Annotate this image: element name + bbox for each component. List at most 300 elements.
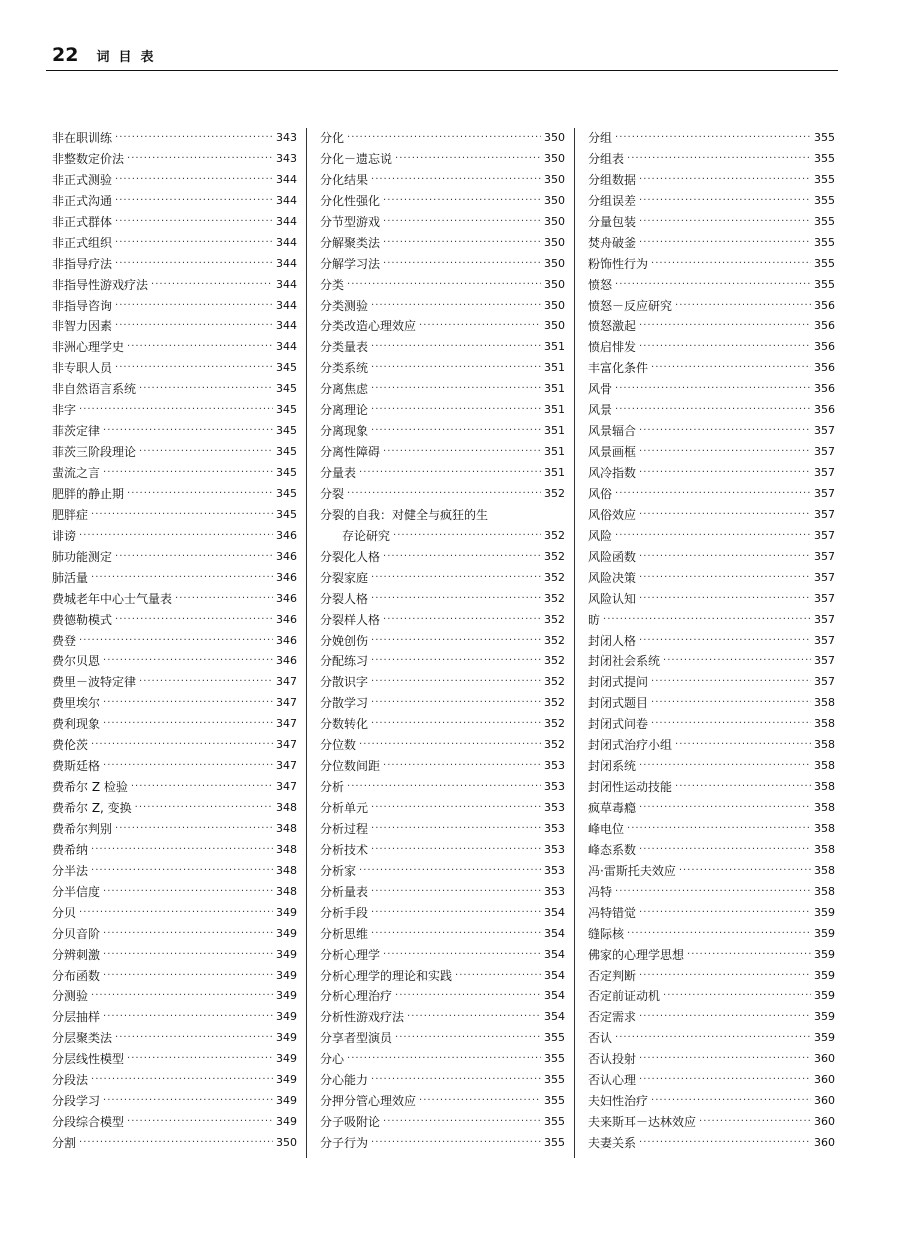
entry-term: 分段法 xyxy=(52,1073,89,1088)
index-entry xyxy=(588,358,835,379)
dot-leader xyxy=(651,1091,811,1112)
dot-leader xyxy=(639,840,811,861)
entry-term: 肺活量 xyxy=(52,570,89,585)
index-entry xyxy=(588,442,835,463)
dot-leader xyxy=(371,400,541,421)
entry-term: 费希纳 xyxy=(52,842,89,857)
dot-leader xyxy=(359,861,541,882)
entry-page-number: 359 xyxy=(814,1010,835,1024)
entry-term: 非在职训练 xyxy=(52,131,113,145)
entry-page-number: 352 xyxy=(544,738,565,752)
entry-term: 分类量表 xyxy=(320,340,369,355)
index-entry xyxy=(52,819,297,840)
entry-page-number: 347 xyxy=(276,675,297,689)
index-entry xyxy=(52,589,297,610)
entry-page-number: 355 xyxy=(814,151,835,165)
entry-term: 分段学习 xyxy=(52,1094,101,1109)
entry-page-number: 355 xyxy=(544,1094,565,1108)
entry-term: 分组误差 xyxy=(588,193,637,208)
entry-term: 分类 xyxy=(320,277,345,292)
entry-page-number: 346 xyxy=(276,570,297,584)
dot-leader xyxy=(639,568,811,589)
entry-page-number: 344 xyxy=(276,256,297,270)
index-entry xyxy=(320,924,565,945)
entry-term: 分离性障碍 xyxy=(320,445,381,460)
entry-term: 封闭式提问 xyxy=(588,675,649,690)
index-column-2 xyxy=(320,128,565,1158)
index-entry xyxy=(52,1049,297,1070)
entry-page-number: 354 xyxy=(544,968,565,982)
index-entry xyxy=(52,882,297,903)
dot-leader xyxy=(663,651,811,672)
index-entry xyxy=(52,924,297,945)
entry-page-number: 345 xyxy=(276,486,297,500)
entry-page-number: 350 xyxy=(544,319,565,333)
entry-term: 非正式沟通 xyxy=(52,193,113,208)
entry-term: 分析家 xyxy=(320,863,357,878)
index-entry xyxy=(588,170,835,191)
entry-page-number: 349 xyxy=(276,905,297,919)
index-entry xyxy=(588,756,835,777)
entry-page-number: 350 xyxy=(544,214,565,228)
page-header xyxy=(52,44,162,66)
index-entry xyxy=(588,337,835,358)
index-entry xyxy=(320,337,565,358)
entry-page-number: 360 xyxy=(814,1052,835,1066)
entry-page-number: 350 xyxy=(544,151,565,165)
dot-leader xyxy=(675,777,811,798)
entry-page-number: 357 xyxy=(814,507,835,521)
entry-page-number: 355 xyxy=(814,235,835,249)
entry-page-number: 358 xyxy=(814,717,835,731)
index-entry xyxy=(320,254,565,275)
index-entry xyxy=(52,337,297,358)
entry-term: 分离理论 xyxy=(320,403,369,418)
entry-term: 愤怒－反应研究 xyxy=(588,298,673,313)
entry-term: 风骨 xyxy=(588,382,613,397)
dot-leader xyxy=(383,254,541,275)
dot-leader xyxy=(639,798,811,819)
entry-page-number: 348 xyxy=(276,842,297,856)
dot-leader xyxy=(115,233,273,254)
index-entry xyxy=(52,526,297,547)
index-entry xyxy=(52,672,297,693)
entry-page-number: 355 xyxy=(544,1073,565,1087)
dot-leader xyxy=(347,1049,541,1070)
index-entry xyxy=(52,714,297,735)
dot-leader xyxy=(347,484,541,505)
dot-leader xyxy=(103,966,273,987)
entry-page-number: 351 xyxy=(544,361,565,375)
dot-leader xyxy=(407,1007,541,1028)
index-entry xyxy=(320,882,565,903)
entry-term: 愤启悱发 xyxy=(588,340,637,355)
entry-page-number: 358 xyxy=(814,884,835,898)
dot-leader xyxy=(139,379,273,400)
entry-term: 分析量表 xyxy=(320,884,369,899)
entry-page-number: 344 xyxy=(276,172,297,186)
index-entry xyxy=(320,400,565,421)
entry-page-number: 356 xyxy=(814,361,835,375)
dot-leader xyxy=(371,714,541,735)
entry-page-number: 354 xyxy=(544,905,565,919)
dot-leader xyxy=(615,484,811,505)
index-entry xyxy=(52,400,297,421)
index-entry xyxy=(52,861,297,882)
dot-leader xyxy=(371,568,541,589)
entry-page-number: 346 xyxy=(276,633,297,647)
index-entry xyxy=(320,798,565,819)
index-entry xyxy=(320,966,565,987)
entry-page-number: 357 xyxy=(814,654,835,668)
dot-leader xyxy=(383,547,541,568)
index-entry xyxy=(52,1007,297,1028)
dot-leader xyxy=(383,191,541,212)
dot-leader xyxy=(383,212,541,233)
index-entry xyxy=(588,986,835,1007)
index-entry xyxy=(320,484,565,505)
entry-page-number: 357 xyxy=(814,549,835,563)
dot-leader xyxy=(127,1112,273,1133)
entry-term: 分化性强化 xyxy=(320,193,381,208)
entry-term: 分节型游戏 xyxy=(320,214,381,229)
index-entry xyxy=(320,1049,565,1070)
index-entry xyxy=(588,882,835,903)
entry-page-number: 351 xyxy=(544,382,565,396)
dot-leader xyxy=(103,1007,273,1028)
entry-page-number: 357 xyxy=(814,675,835,689)
entry-page-number: 357 xyxy=(814,570,835,584)
entry-page-number: 348 xyxy=(276,863,297,877)
dot-leader xyxy=(627,819,811,840)
dot-leader xyxy=(371,421,541,442)
dot-leader xyxy=(615,882,811,903)
dot-leader xyxy=(663,986,811,1007)
entry-page-number: 353 xyxy=(544,821,565,835)
index-entry xyxy=(320,1133,565,1154)
entry-page-number: 350 xyxy=(544,256,565,270)
index-entry xyxy=(52,254,297,275)
header-rule xyxy=(46,70,838,71)
entry-page-number: 352 xyxy=(544,633,565,647)
dot-leader xyxy=(91,568,273,589)
dot-leader xyxy=(115,610,273,631)
dot-leader xyxy=(371,798,541,819)
index-entry xyxy=(52,316,297,337)
entry-term: 风险 xyxy=(588,528,613,543)
index-entry xyxy=(588,316,835,337)
dot-leader xyxy=(383,442,541,463)
dot-leader xyxy=(615,275,811,296)
dot-leader xyxy=(639,589,811,610)
index-entry xyxy=(588,1070,835,1091)
dot-leader xyxy=(115,170,273,191)
index-entry xyxy=(320,945,565,966)
index-entry xyxy=(320,1028,565,1049)
entry-page-number: 351 xyxy=(544,424,565,438)
entry-term: 费里埃尔 xyxy=(52,696,101,711)
index-entry xyxy=(320,693,565,714)
dot-leader xyxy=(639,421,811,442)
entry-page-number: 352 xyxy=(544,528,565,542)
entry-page-number: 357 xyxy=(814,528,835,542)
entry-term: 非字 xyxy=(52,403,77,418)
entry-page-number: 344 xyxy=(276,340,297,354)
dot-leader xyxy=(371,672,541,693)
entry-page-number: 346 xyxy=(276,528,297,542)
index-entry xyxy=(52,233,297,254)
dot-leader xyxy=(127,337,273,358)
entry-page-number: 353 xyxy=(544,759,565,773)
dot-leader xyxy=(615,526,811,547)
index-entry xyxy=(320,568,565,589)
index-entry xyxy=(588,1133,835,1154)
dot-leader xyxy=(103,714,273,735)
dot-leader xyxy=(371,1070,541,1091)
entry-page-number: 350 xyxy=(544,298,565,312)
index-entry xyxy=(52,568,297,589)
index-entry xyxy=(588,212,835,233)
entry-page-number: 350 xyxy=(544,172,565,186)
entry-page-number: 346 xyxy=(276,591,297,605)
entry-page-number: 344 xyxy=(276,298,297,312)
entry-term: 分层聚类法 xyxy=(52,1031,113,1046)
index-entry xyxy=(588,275,835,296)
entry-term: 分类改造心理效应 xyxy=(320,319,417,334)
dot-leader xyxy=(371,903,541,924)
entry-page-number: 352 xyxy=(544,486,565,500)
dot-leader xyxy=(115,254,273,275)
dot-leader xyxy=(371,358,541,379)
dot-leader xyxy=(371,296,541,317)
dot-leader xyxy=(383,945,541,966)
entry-term: 分贝音阶 xyxy=(52,926,101,941)
entry-term: 风冷指数 xyxy=(588,466,637,480)
entry-term: 分离现象 xyxy=(320,424,369,439)
index-entry xyxy=(320,756,565,777)
dot-leader xyxy=(615,1028,811,1049)
index-entry xyxy=(588,1028,835,1049)
entry-term: 分散学习 xyxy=(320,696,369,711)
entry-page-number: 350 xyxy=(544,235,565,249)
entry-term: 分位数 xyxy=(320,738,357,753)
entry-term: 峰态系数 xyxy=(588,842,637,857)
entry-term: 分析心理学 xyxy=(320,947,381,962)
dot-leader xyxy=(639,233,811,254)
index-entry xyxy=(52,212,297,233)
index-entry xyxy=(320,275,565,296)
dot-leader xyxy=(615,400,811,421)
entry-page-number: 358 xyxy=(814,759,835,773)
entry-term: 分配练习 xyxy=(320,654,369,669)
dot-leader xyxy=(639,966,811,987)
dot-leader xyxy=(103,882,273,903)
index-entry xyxy=(588,149,835,170)
entry-term: 分段综合模型 xyxy=(52,1115,125,1130)
index-entry xyxy=(588,714,835,735)
entry-term: 峰电位 xyxy=(588,821,625,836)
entry-term: 冯·雷斯托夫效应 xyxy=(588,863,676,878)
entry-page-number: 358 xyxy=(814,821,835,835)
dot-leader xyxy=(371,631,541,652)
entry-page-number: 355 xyxy=(814,172,835,186)
index-entry xyxy=(52,275,297,296)
entry-page-number: 344 xyxy=(276,235,297,249)
index-entry xyxy=(588,547,835,568)
entry-term: 肥胖的静止期 xyxy=(52,486,125,501)
dot-leader xyxy=(383,610,541,631)
index-entry xyxy=(588,484,835,505)
dot-leader xyxy=(419,316,541,337)
entry-term: 分辨刺激 xyxy=(52,947,101,962)
dot-leader xyxy=(79,903,273,924)
index-entry xyxy=(320,505,565,526)
dot-leader xyxy=(359,463,541,484)
index-entry xyxy=(588,777,835,798)
index-entry xyxy=(320,421,565,442)
entry-page-number: 349 xyxy=(276,1094,297,1108)
entry-page-number: 352 xyxy=(544,717,565,731)
entry-page-number: 358 xyxy=(814,738,835,752)
index-entry xyxy=(52,379,297,400)
entry-page-number: 345 xyxy=(276,507,297,521)
entry-page-number: 355 xyxy=(814,256,835,270)
entry-term: 焚舟破釜 xyxy=(588,235,637,250)
index-entry xyxy=(588,589,835,610)
entry-term: 费德勒模式 xyxy=(52,612,113,627)
entry-page-number: 358 xyxy=(814,696,835,710)
entry-term: 夫来斯耳－达林效应 xyxy=(588,1115,697,1130)
entry-page-number: 359 xyxy=(814,926,835,940)
dot-leader xyxy=(679,861,811,882)
dot-leader xyxy=(651,693,811,714)
dot-leader xyxy=(115,191,273,212)
entry-page-number: 353 xyxy=(544,842,565,856)
index-entry xyxy=(588,526,835,547)
dot-leader xyxy=(91,840,273,861)
entry-page-number: 357 xyxy=(814,486,835,500)
entry-page-number: 349 xyxy=(276,1073,297,1087)
dot-leader xyxy=(639,505,811,526)
index-entry xyxy=(320,610,565,631)
entry-term: 费尔贝恩 xyxy=(52,654,101,669)
dot-leader xyxy=(127,1049,273,1070)
entry-term: 分裂化人格 xyxy=(320,549,381,564)
dot-leader xyxy=(371,924,541,945)
index-entry xyxy=(52,1133,297,1154)
entry-term: 分割 xyxy=(52,1136,77,1150)
dot-leader xyxy=(627,924,811,945)
entry-term: 分层抽样 xyxy=(52,1010,101,1025)
index-entry xyxy=(52,903,297,924)
entry-page-number: 348 xyxy=(276,884,297,898)
dot-leader xyxy=(371,693,541,714)
entry-term: 非洲心理学史 xyxy=(52,340,125,355)
dot-leader xyxy=(699,1112,811,1133)
page-number: 22 xyxy=(52,44,79,66)
dot-leader xyxy=(347,777,541,798)
entry-term: 冯特 xyxy=(588,884,613,899)
entry-term: 封闭人格 xyxy=(588,633,637,648)
index-entry xyxy=(588,631,835,652)
entry-term: 菲茨定律 xyxy=(52,424,101,439)
dot-leader xyxy=(639,903,811,924)
index-entry xyxy=(320,714,565,735)
index-entry xyxy=(320,547,565,568)
entry-term: 封闭系统 xyxy=(588,759,637,774)
dot-leader xyxy=(675,296,811,317)
dot-leader xyxy=(79,1133,273,1154)
index-entry xyxy=(52,149,297,170)
dot-leader xyxy=(139,672,273,693)
entry-term: 风险决策 xyxy=(588,570,637,585)
entry-term: 诽谤 xyxy=(52,528,77,543)
index-entry xyxy=(52,505,297,526)
dot-leader xyxy=(79,631,273,652)
index-entry xyxy=(588,735,835,756)
entry-term: 分类测验 xyxy=(320,298,369,313)
index-entry xyxy=(320,589,565,610)
entry-term: 分解学习法 xyxy=(320,256,381,271)
index-entry xyxy=(588,861,835,882)
dot-leader xyxy=(103,1091,273,1112)
entry-term: 分解聚类法 xyxy=(320,235,381,250)
index-entry xyxy=(588,1049,835,1070)
entry-page-number: 359 xyxy=(814,947,835,961)
entry-page-number: 358 xyxy=(814,842,835,856)
index-entry xyxy=(588,379,835,400)
dot-leader xyxy=(639,191,811,212)
entry-page-number: 350 xyxy=(544,277,565,291)
entry-page-number: 360 xyxy=(814,1094,835,1108)
dot-leader xyxy=(115,547,273,568)
index-entry xyxy=(52,986,297,1007)
index-entry xyxy=(52,840,297,861)
index-entry xyxy=(588,400,835,421)
dot-leader xyxy=(371,1133,541,1154)
entry-page-number: 358 xyxy=(814,780,835,794)
index-entry xyxy=(588,819,835,840)
index-entry xyxy=(320,463,565,484)
entry-term: 分半信度 xyxy=(52,884,101,899)
entry-page-number: 358 xyxy=(814,863,835,877)
index-entry xyxy=(320,212,565,233)
entry-term: 费登 xyxy=(52,633,77,648)
dot-leader xyxy=(371,819,541,840)
entry-page-number: 354 xyxy=(544,926,565,940)
dot-leader xyxy=(91,505,273,526)
entry-term: 分析技术 xyxy=(320,842,369,857)
entry-page-number: 357 xyxy=(814,591,835,605)
index-entry xyxy=(52,484,297,505)
entry-term: 分娩创伤 xyxy=(320,633,369,648)
entry-term: 风俗 xyxy=(588,486,613,501)
index-entry xyxy=(320,191,565,212)
entry-page-number: 351 xyxy=(544,445,565,459)
entry-page-number: 345 xyxy=(276,403,297,417)
dot-leader xyxy=(651,714,811,735)
dot-leader xyxy=(371,170,541,191)
index-entry xyxy=(320,1091,565,1112)
dot-leader xyxy=(139,442,273,463)
entry-page-number: 359 xyxy=(814,1031,835,1045)
entry-page-number: 359 xyxy=(814,905,835,919)
index-entry xyxy=(52,421,297,442)
index-entry xyxy=(320,903,565,924)
entry-page-number: 349 xyxy=(276,1031,297,1045)
dot-leader xyxy=(371,651,541,672)
dot-leader xyxy=(393,526,541,547)
